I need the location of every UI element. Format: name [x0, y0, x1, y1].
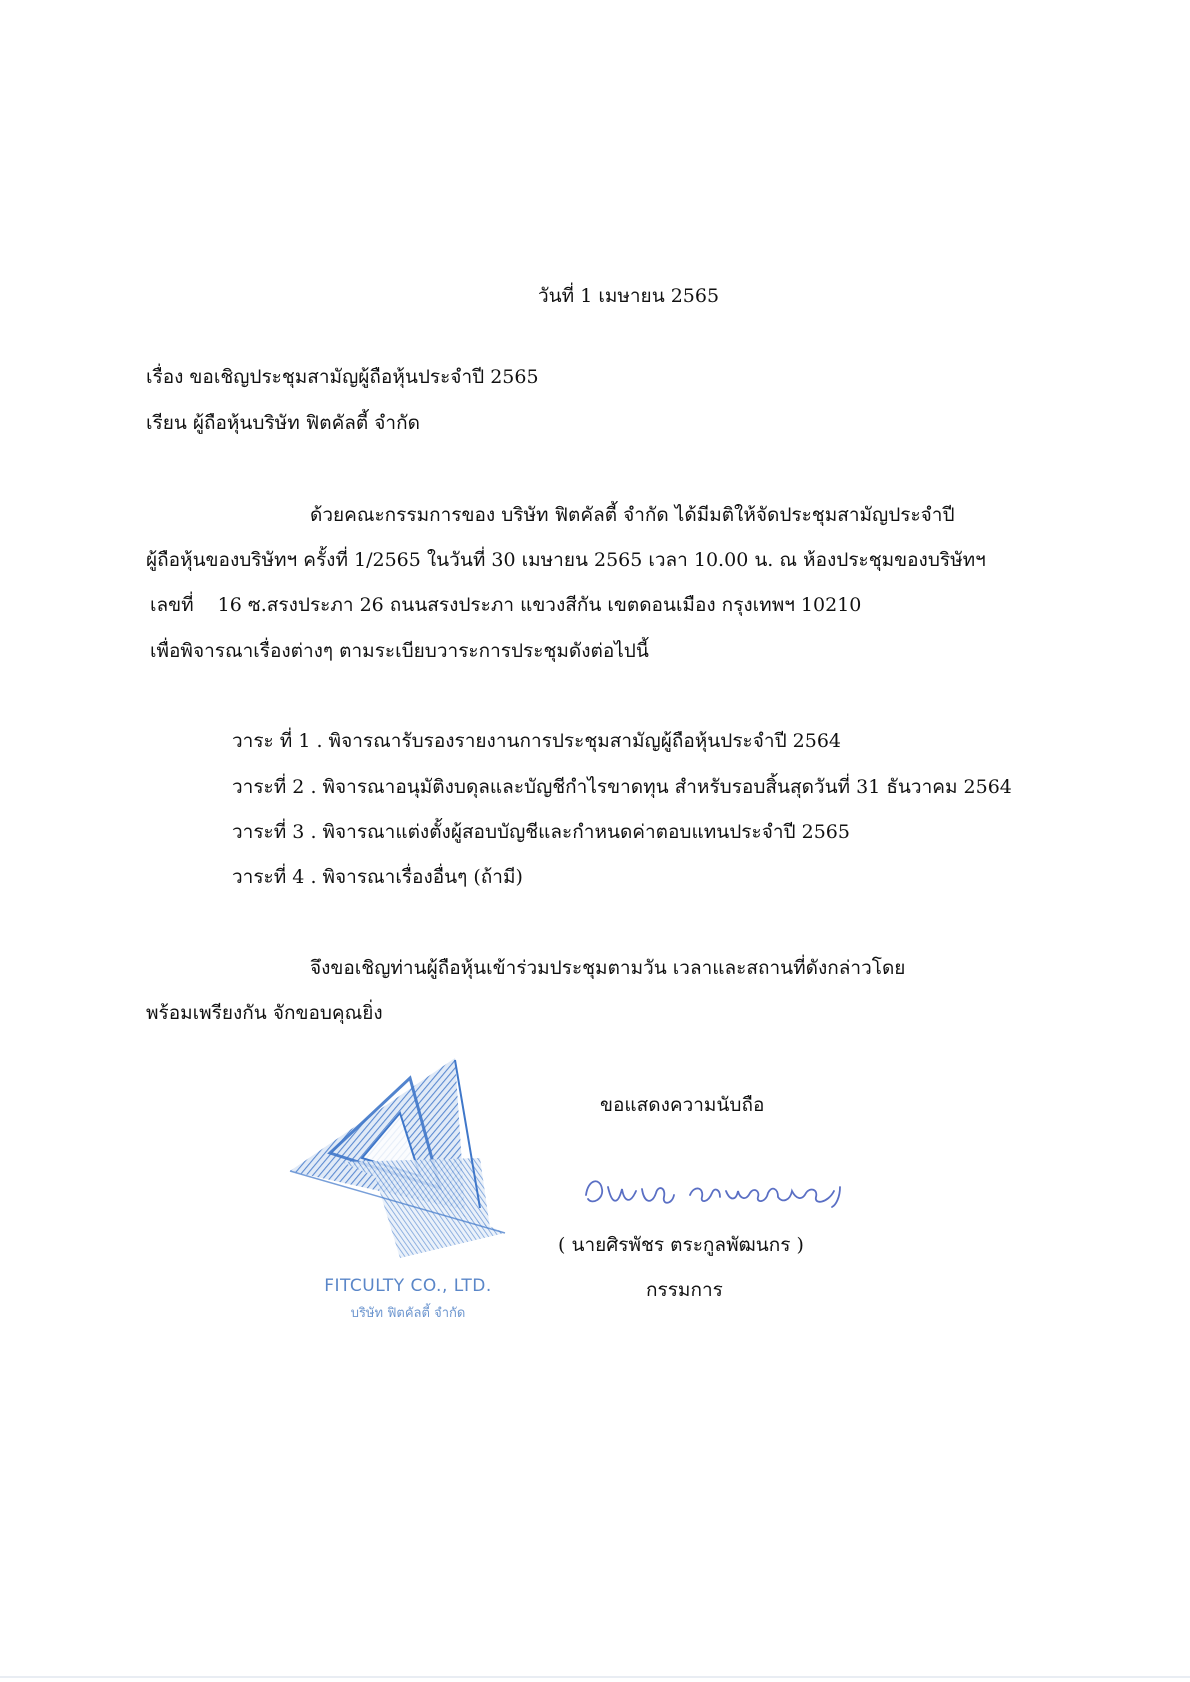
- body-line-4: เพื่อพิจารณาเรื่องต่างๆ ตามระเบียบวาระการประชุมดังต่อไปนี้: [150, 640, 649, 662]
- agenda-item-2: วาระที่ 2 . พิจารณาอนุมัติงบดุลและบัญชีกำไรขาดทุน สำหรับรอบสิ้นสุดวันที่ 31 ธันวาคม 2564: [232, 776, 1012, 798]
- stamp-company-name-th: บริษัท ฟิตคัลตี้ จำกัด: [350, 1306, 466, 1321]
- scan-edge-divider: [0, 1676, 1190, 1678]
- meeting-address: 16 ซ.สรงประภา 26 ถนนสรงประภา แขวงสีกัน เขตดอนเมือง กรุงเทพฯ 10210: [217, 594, 862, 616]
- letter-date: วันที่ 1 เมษายน 2565: [538, 285, 720, 307]
- body-line-2: ผู้ถือหุ้นของบริษัทฯ ครั้งที่ 1/2565 ในวันที่ 30 เมษายน 2565 เวลา 10.00 น. ณ ห้องประชุมของบริษัทฯ: [146, 549, 986, 571]
- agenda-item-1: วาระ ที่ 1 . พิจารณารับรองรายงานการประชุมสามัญผู้ถือหุ้นประจำปี 2564: [232, 730, 842, 752]
- company-stamp: [280, 1058, 510, 1328]
- handwritten-signature: [578, 1165, 848, 1217]
- closing-salutation: ขอแสดงความนับถือ: [600, 1094, 765, 1116]
- body-line-1: ด้วยคณะกรรมการของ บริษัท ฟิตคัลตี้ จำกัด ได้มีมติให้จัดประชุมสามัญประจำปี: [310, 504, 955, 526]
- address-label: เลขที่: [150, 594, 194, 616]
- conclusion-line-2: พร้อมเพรียงกัน จักขอบคุณยิ่ง: [146, 1002, 383, 1024]
- agenda-item-3: วาระที่ 3 . พิจารณาแต่งตั้งผู้สอบบัญชีและกำหนดค่าตอบแทนประจำปี 2565: [232, 821, 850, 843]
- signer-title: กรรมการ: [646, 1279, 723, 1301]
- letter-subject: เรื่อง ขอเชิญประชุมสามัญผู้ถือหุ้นประจำปี 2565: [146, 366, 539, 388]
- stamp-company-name-en: FITCULTY CO., LTD.: [324, 1276, 492, 1296]
- letter-recipient: เรียน ผู้ถือหุ้นบริษัท ฟิตคัลตี้ จำกัด: [146, 412, 420, 434]
- signer-name: ( นายศิรพัชร ตระกูลพัฒนกร ): [558, 1234, 804, 1256]
- company-logo-icon: [280, 1058, 510, 1278]
- conclusion-line-1: จึงขอเชิญท่านผู้ถือหุ้นเข้าร่วมประชุมตามวัน เวลาและสถานที่ดังกล่าวโดย: [310, 957, 906, 979]
- body-line-3: [150, 592, 861, 618]
- agenda-item-4: วาระที่ 4 . พิจารณาเรื่องอื่นๆ (ถ้ามี): [232, 866, 523, 888]
